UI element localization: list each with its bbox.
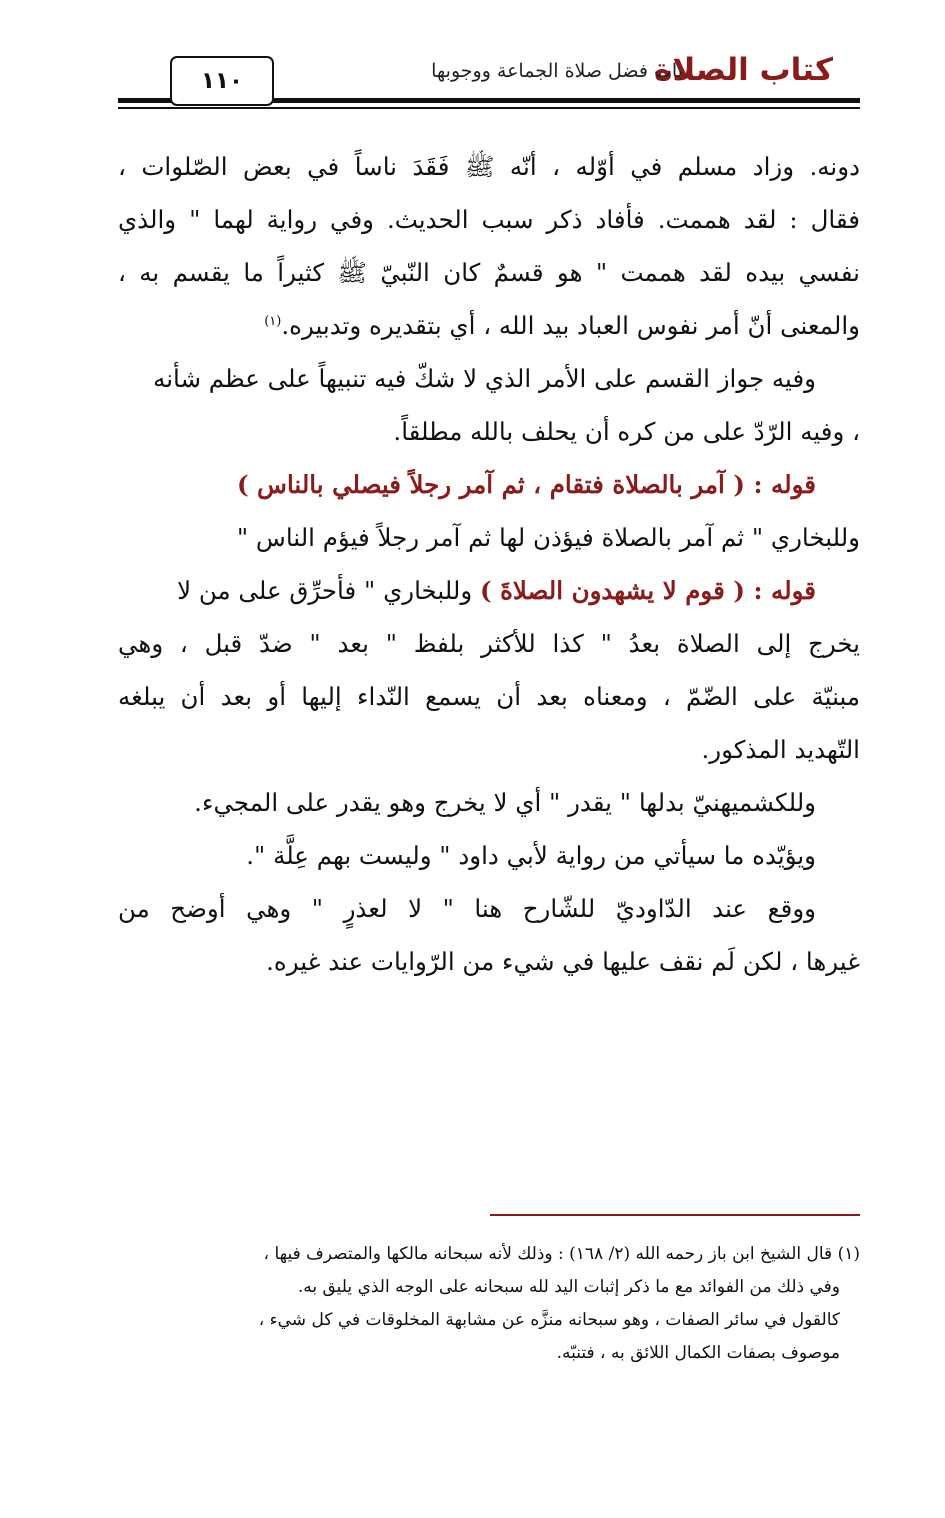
footnotes [118, 1238, 860, 1370]
text-line: ووقع عند الدّاوديّ للشّارح هنا " لا لعذرٍ " وهي أوضح من [118, 894, 816, 923]
text-line: يخرج إلى الصلاة بعدُ " كذا للأكثر بلفظ " بعد " ضدّ قبل ، وهي [118, 629, 860, 658]
footnote-marker: (١) [264, 313, 282, 329]
quote-label: قوله : ( قوم لا يشهدون الصلاةَ ) [479, 576, 816, 605]
text-line-content: وللبخاري " فأحرِّق على من لا [177, 576, 480, 605]
footnote-separator [490, 1214, 860, 1216]
text-line: نفسي بيده لقد هممت " هو قسمٌ كان النّبيّ ﷺ كثيراً ما يقسم به ، [118, 258, 860, 287]
text-line: فقال : لقد هممت. فأفاد ذكر سبب الحديث. وفي رواية لهما " والذي [118, 205, 860, 234]
page-number-box [170, 56, 274, 106]
page-header [0, 0, 945, 115]
main-text [118, 140, 860, 988]
text-line: ويؤيّده ما سيأتي من رواية لأبي داود " وليست بهم عِلَّة ". [246, 841, 816, 870]
text-line: مبنيّة على الضّمّ ، ومعناه بعد أن يسمع النّداء إليها أو بعد أن يبلغه [118, 682, 860, 711]
text-line [118, 299, 860, 352]
text-line: وللكشميهنيّ بدلها " يقدر " أي لا يخرج وهو يقدر على المجيء. [194, 788, 816, 817]
text-line: وللبخاري " ثم آمر بالصلاة فيؤذن لها ثم آمر رجلاً فيؤم الناس " [236, 523, 860, 552]
page-number: ١١٠ [200, 68, 244, 94]
quote-line [118, 458, 860, 511]
text-line: دونه. وزاد مسلم في أوّله ، أنّه ﷺ فَقَدَ ناساً في بعض الصّلوات ، [118, 152, 860, 181]
book-title: كتاب الصلاة [654, 52, 833, 88]
text-line: التّهديد المذكور. [701, 735, 860, 764]
quote-line [118, 564, 860, 617]
footnote-line: (١) قال الشيخ ابن باز رحمه الله (٢/ ١٦٨) : وذلك لأنه سبحانه مالكها والمتصرف فيها ، [263, 1244, 860, 1264]
header-rule-thin [118, 107, 860, 109]
footnote-line: وفي ذلك من الفوائد مع ما ذكر إثبات اليد لله سبحانه على الوجه الذي يليق به. [297, 1277, 840, 1297]
text-line: غيرها ، لكن لَم نقف عليها في شيء من الرّوايات عند غيره. [266, 947, 860, 976]
footnote-line: موصوف بصفات الكمال اللائق به ، فتنبّه. [556, 1343, 840, 1363]
footnote-line: كالقول في سائر الصفات ، وهو سبحانه منزَّه عن مشابهة المخلوقات في كل شيء ، [258, 1310, 840, 1330]
chapter-title: باب فضل صلاة الجماعة ووجوبها [431, 60, 683, 82]
quote-label: قوله : ( آمر بالصلاة فتقام ، ثم آمر رجلاً فيصلي بالناس ) [236, 470, 816, 499]
text-line-content: والمعنى أنّ أمر نفوس العباد بيد الله ، أي بتقديره وتدبيره. [281, 311, 860, 340]
text-line: وفيه جواز القسم على الأمر الذي لا شكّ فيه تنبيهاً على عظم شأنه [153, 364, 816, 393]
text-line: ، وفيه الرّدّ على من كره أن يحلف بالله مطلقاً. [393, 417, 860, 446]
